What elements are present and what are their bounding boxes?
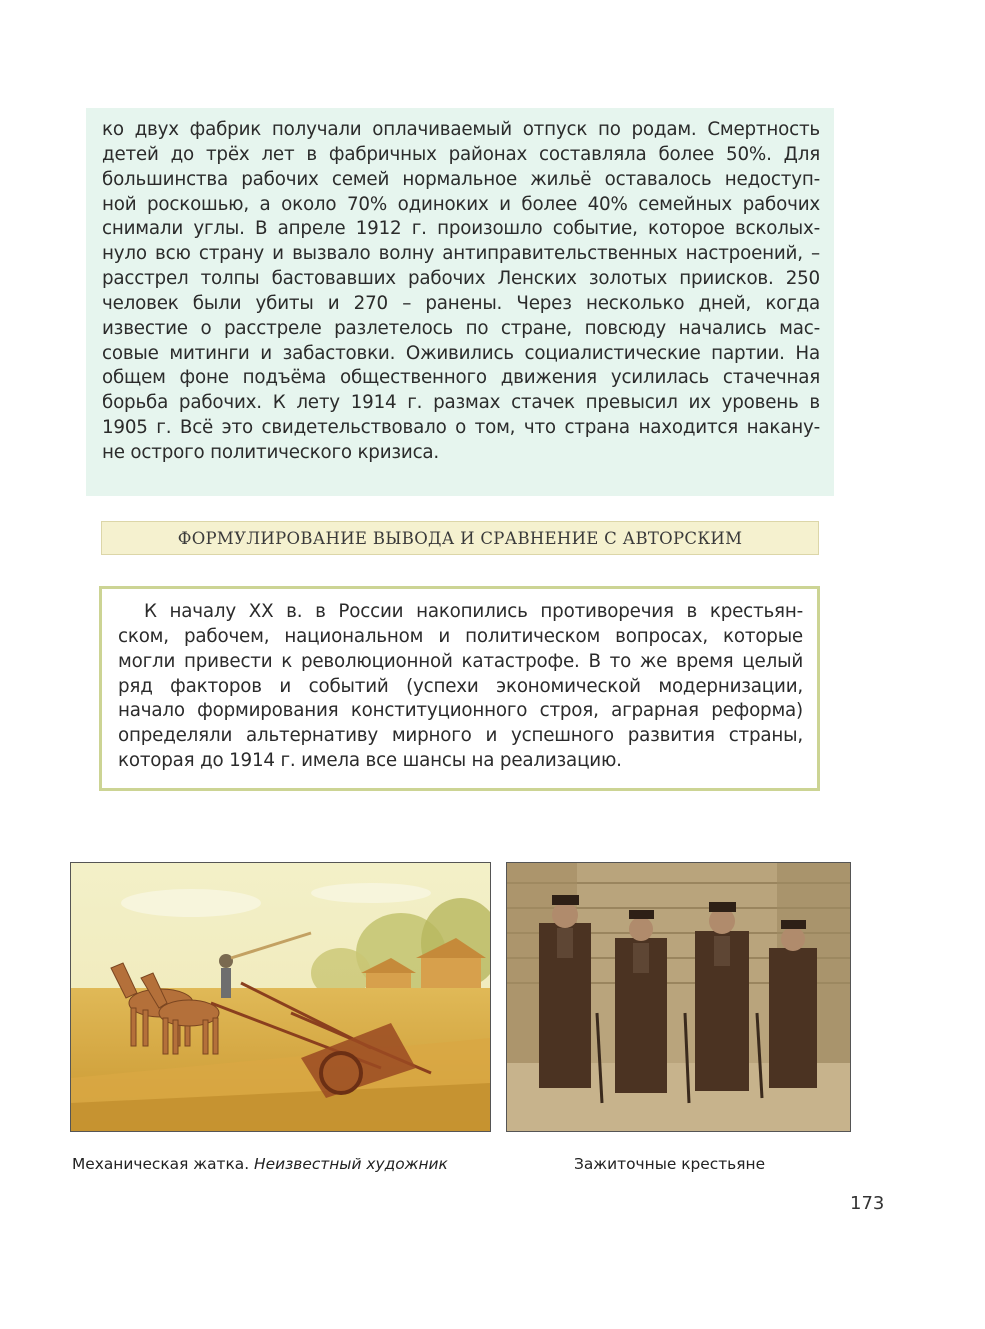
- text-line: расстрел толпы бастовавших рабочих Ленских золотых приисков. 250: [102, 268, 820, 290]
- conclusion-box: [99, 586, 820, 791]
- conclusion-line: К началу XX в. в России накопились противоречия в крестьян-: [144, 601, 803, 622]
- conclusion-line: могли привести к революционной катастрофе. В то же время целый: [118, 650, 803, 672]
- text-line: известие о расстреле разлетелось по стране, повсюду начались мас-: [102, 317, 820, 339]
- reaper-painting: [70, 862, 491, 1132]
- reaper-caption-artist: Неизвестный художник: [254, 1155, 448, 1173]
- peasants-photo: [506, 862, 851, 1132]
- text-line: не острого политического кризиса.: [102, 441, 440, 463]
- peasants-photo-art: [507, 863, 850, 1131]
- reaper-caption: [72, 1155, 448, 1173]
- text-line: общем фоне подъёма общественного движения усилилась стачечная: [102, 367, 820, 389]
- conclusion-line: определяли альтернативу мирного и успешного развития страны,: [118, 725, 803, 747]
- conclusion-line: начало формирования конституционного строя, аграрная реформа): [118, 700, 803, 722]
- text-line: 1905 г. Всё это свидетельствовало о том, что страна находится накану-: [102, 417, 820, 439]
- text-line: снимали углы. В апреле 1912 г. произошло событие, которое всколых-: [102, 218, 820, 240]
- text-line: человек были убиты и 270 – ранены. Через несколько дней, когда: [102, 292, 820, 314]
- reaper-caption-title: Механическая жатка.: [72, 1155, 250, 1173]
- conclusion-line: ском, рабочем, национальном и политическом вопросах, которые: [118, 625, 803, 647]
- text-line: ко двух фабрик получали оплачиваемый отпуск по родам. Смертность: [102, 119, 820, 140]
- text-line: ной роскошью, а около 70% одиноких и более 40% семейных рабочих: [102, 193, 820, 215]
- source-text-box: [86, 108, 834, 496]
- section-heading-text: ФОРМУЛИРОВАНИЕ ВЫВОДА И СРАВНЕНИЕ С АВТОРСКИМ: [177, 528, 743, 548]
- conclusion-line: которая до 1914 г. имела все шансы на реализацию.: [118, 750, 622, 772]
- peasants-caption: Зажиточные крестьяне: [574, 1155, 766, 1173]
- text-line: борьба рабочих. К лету 1914 г. размах стачек превысил их уровень в: [102, 392, 820, 414]
- text-line: совые митинги и забастовки. Оживились социалистические партии. На: [102, 342, 820, 364]
- source-text: [102, 118, 820, 466]
- page-number: 173: [850, 1193, 885, 1214]
- text-line: детей до трёх лет в фабричных районах составляла более 50%. Для: [102, 143, 820, 165]
- text-line: нуло всю страну и вызвало волну антиправительственных настроений, –: [102, 243, 820, 265]
- text-line: большинства рабочих семей нормальное жильё оставалось недоступ-: [102, 168, 820, 190]
- section-heading: [101, 521, 819, 555]
- conclusion-line: ряд факторов и событий (успехи экономической модернизации,: [118, 675, 803, 697]
- reaper-painting-art: [71, 863, 490, 1131]
